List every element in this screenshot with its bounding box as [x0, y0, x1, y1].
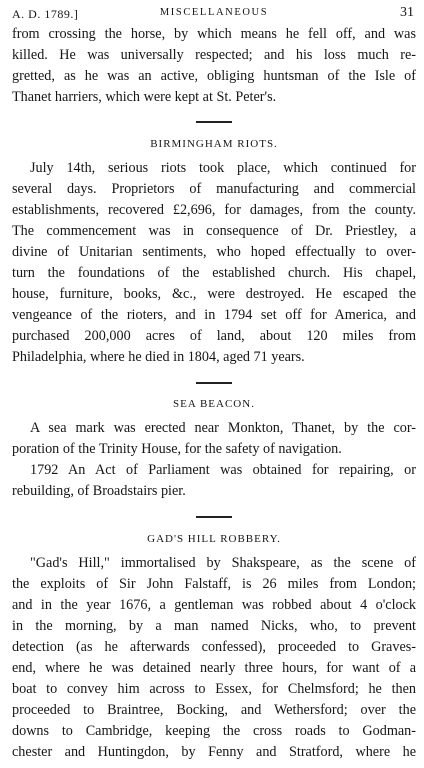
text-line: establishments, recovered £2,696, for damages, from the county. — [12, 202, 416, 218]
text-line: house, furniture, books, &c., were destroyed. He escaped the — [12, 286, 416, 302]
text-line: July 14th, serious riots took place, which continued for — [30, 160, 416, 176]
section-title-gads-hill-robbery: GAD'S HILL ROBBERY. — [147, 533, 281, 545]
text-line: the exploits of Sir John Falstaff, is 26 miles from London; — [12, 576, 416, 592]
text-line: chester and Huntingdon, by Fenny and Stratford, where he — [12, 744, 416, 760]
book-page — [12, 4, 416, 763]
text-line: 1792 An Act of Parliament was obtained for repairing, or — [30, 462, 416, 478]
header-title: MISCELLANEOUS — [159, 7, 269, 18]
section-divider — [196, 121, 232, 123]
section-divider — [196, 382, 232, 384]
text-line: end, where he was detained nearly three hours, for want of a — [12, 660, 416, 676]
text-line: rebuilding, of Broadstairs pier. — [12, 483, 186, 499]
text-line: vengeance of the rioters, and in 1794 set off for America, and — [12, 307, 416, 323]
running-header — [12, 4, 416, 24]
text-line: divine of Unitarian sentiments, who hoped effectually to over- — [12, 244, 416, 260]
text-line: "Gad's Hill," immortalised by Shakspeare, as the scene of — [30, 555, 416, 571]
text-line: proceeded to Braintree, Bocking, and Wethersford; over the — [12, 702, 416, 718]
text-line: poration of the Trinity House, for the safety of navigation. — [12, 441, 342, 457]
page-number: 31 — [400, 5, 414, 20]
birmingham-paragraph — [12, 158, 416, 368]
text-line: turn the foundations of the established church. His chapel, — [12, 265, 416, 281]
text-line: boat to convey him across to Essex, for Chelmsford; he then — [12, 681, 416, 697]
text-line: killed. He was universally respected; and his loss much re- — [12, 47, 416, 63]
text-line: downs to Cambridge, keeping the cross roads to Godman- — [12, 723, 416, 739]
text-line: gretted, as he was an active, obliging huntsman of the Isle of — [12, 68, 416, 84]
text-line: several days. Proprietors of manufacturing and commercial — [12, 181, 416, 197]
section-divider — [196, 516, 232, 518]
text-line: in the morning, by a man named Nicks, who, to prevent — [12, 618, 416, 634]
intro-paragraph — [12, 24, 416, 108]
section-title-birmingham-riots: BIRMINGHAM RIOTS. — [150, 138, 278, 150]
header-year: A. D. 1789.] — [12, 7, 79, 21]
text-line: A sea mark was erected near Monkton, Thanet, by the cor- — [30, 420, 416, 436]
text-line: and in the year 1676, a gentleman was robbed about 4 o'clock — [12, 597, 416, 613]
text-line: Philadelphia, where he died in 1804, aged 71 years. — [12, 349, 305, 365]
section-title-sea-beacon: SEA BEACON. — [173, 398, 255, 410]
text-line: Thanet harriers, which were kept at St. Peter's. — [12, 89, 277, 105]
text-line: purchased 200,000 acres of land, about 120 miles from — [12, 328, 416, 344]
sea-beacon-paragraph — [12, 418, 416, 502]
text-line: from crossing the horse, by which means he fell off, and was — [12, 26, 416, 42]
gads-hill-paragraph — [12, 553, 416, 763]
text-line: The commencement was in consequence of Dr. Priestley, a — [12, 223, 416, 239]
text-line: detection (as he afterwards confessed), proceeded to Graves- — [12, 639, 416, 655]
